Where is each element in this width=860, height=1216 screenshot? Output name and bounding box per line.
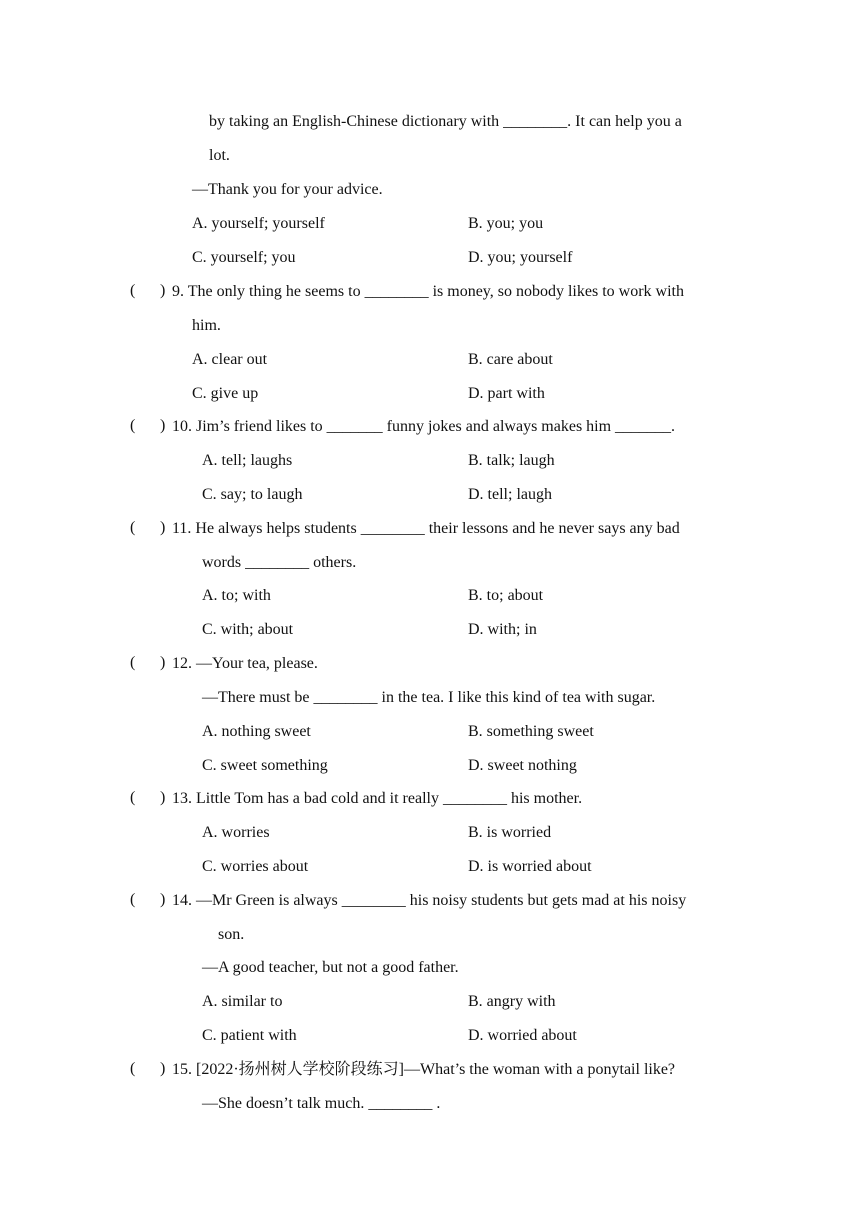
- q9-answer-paren-close: ): [160, 282, 166, 299]
- q11-option-d: D. with; in: [468, 621, 537, 638]
- q11-option-a: A. to; with: [202, 587, 271, 604]
- q13-stem-line1: 13. Little Tom has a bad cold and it really ________ his mother.: [172, 790, 583, 807]
- q13-answer-paren-open: (: [130, 789, 136, 806]
- q13-option-a: A. worries: [202, 824, 270, 841]
- q8-option-b: B. you; you: [468, 215, 544, 232]
- q12-stem-line1: 12. —Your tea, please.: [172, 655, 318, 672]
- q13-option-c: C. worries about: [202, 858, 309, 875]
- q8-stem-line2: lot.: [209, 147, 230, 164]
- q14-stem-line2: son.: [218, 926, 245, 943]
- q11-option-b: B. to; about: [468, 587, 544, 604]
- q11-answer-paren-open: (: [130, 519, 136, 536]
- q15-stem-line2: —She doesn’t talk much. ________ .: [202, 1095, 441, 1112]
- q15-answer-paren-close: ): [160, 1060, 166, 1077]
- q10-answer-paren-open: (: [130, 417, 136, 434]
- q15-answer-paren-open: (: [130, 1060, 136, 1077]
- q13-option-d: D. is worried about: [468, 858, 592, 875]
- q10-answer-paren-close: ): [160, 417, 166, 434]
- q10-stem-line1: 10. Jim’s friend likes to _______ funny jokes and always makes him _______.: [172, 418, 676, 435]
- q8-option-d: D. you; yourself: [468, 249, 573, 266]
- q12-answer-paren-open: (: [130, 654, 136, 671]
- q9-stem-line2: him.: [192, 317, 221, 334]
- q14-option-c: C. patient with: [202, 1027, 297, 1044]
- q9-option-b: B. care about: [468, 351, 553, 368]
- q8-stem-line1: by taking an English-Chinese dictionary with ________. It can help you a: [209, 113, 682, 130]
- q15-stem-line1: 15. [2022·扬州树人学校阶段练习]—What’s the woman with a ponytail like?: [172, 1061, 676, 1078]
- q14-option-a: A. similar to: [202, 993, 283, 1010]
- q14-answer-paren-close: ): [160, 891, 166, 908]
- q12-stem-line2: —There must be ________ in the tea. I like this kind of tea with sugar.: [202, 689, 656, 706]
- q8-option-a: A. yourself; yourself: [192, 215, 325, 232]
- q14-option-b: B. angry with: [468, 993, 556, 1010]
- q10-option-b: B. talk; laugh: [468, 452, 555, 469]
- q12-option-a: A. nothing sweet: [202, 723, 311, 740]
- q8-response: —Thank you for your advice.: [192, 181, 383, 198]
- q12-option-c: C. sweet something: [202, 757, 328, 774]
- q13-answer-paren-close: ): [160, 789, 166, 806]
- q14-option-d: D. worried about: [468, 1027, 577, 1044]
- q11-option-c: C. with; about: [202, 621, 294, 638]
- q9-option-c: C. give up: [192, 385, 259, 402]
- q9-option-a: A. clear out: [192, 351, 268, 368]
- q10-option-d: D. tell; laugh: [468, 486, 552, 503]
- q9-option-d: D. part with: [468, 385, 545, 402]
- q11-stem-line2: words ________ others.: [202, 554, 357, 571]
- q12-answer-paren-close: ): [160, 654, 166, 671]
- q13-option-b: B. is worried: [468, 824, 552, 841]
- q14-stem-line1: 14. —Mr Green is always ________ his noisy students but gets mad at his noisy: [172, 892, 687, 909]
- q8-option-c: C. yourself; you: [192, 249, 296, 266]
- q9-answer-paren-open: (: [130, 282, 136, 299]
- q11-answer-paren-close: ): [160, 519, 166, 536]
- q11-stem-line1: 11. He always helps students ________ their lessons and he never says any bad: [172, 520, 680, 537]
- q10-option-c: C. say; to laugh: [202, 486, 303, 503]
- q10-option-a: A. tell; laughs: [202, 452, 293, 469]
- q12-option-b: B. something sweet: [468, 723, 594, 740]
- q14-answer-paren-open: (: [130, 891, 136, 908]
- q14-stem-line3: —A good teacher, but not a good father.: [202, 959, 459, 976]
- q12-option-d: D. sweet nothing: [468, 757, 577, 774]
- q9-stem-line1: 9. The only thing he seems to ________ is money, so nobody likes to work with: [172, 283, 684, 300]
